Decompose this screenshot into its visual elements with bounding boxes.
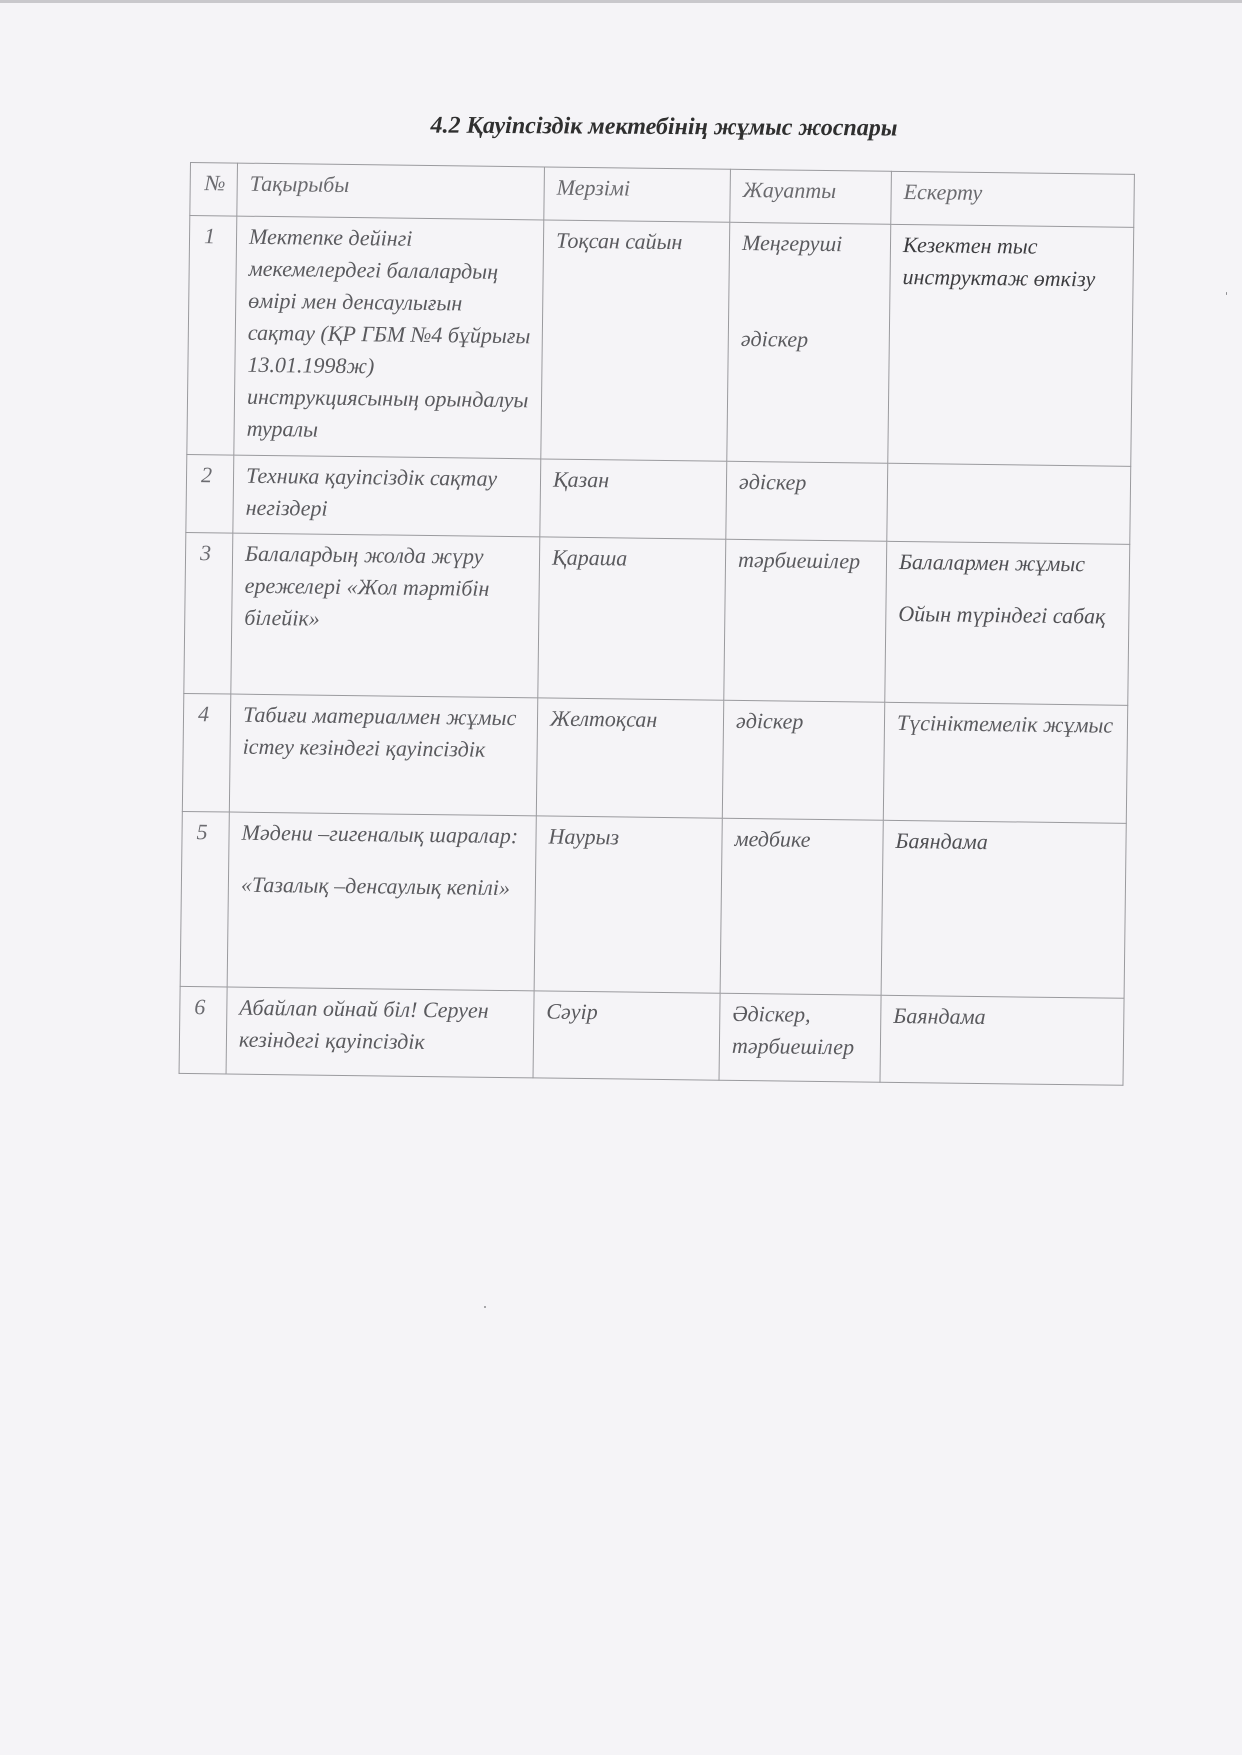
row-responsible: медбике [720,818,883,995]
note-line: Ойын түріндегі сабақ [898,600,1106,629]
row-responsible: әдіскер [726,461,888,541]
row-note: Кезектен тыс инструктаж өткізу [888,224,1134,466]
row-responsible: әдіскер [722,700,884,820]
table-row [180,811,1126,998]
document-title: 4.2 Қауіпсіздік мектебінің жұмыс жоспары [430,112,898,142]
table-row [186,454,1131,544]
row-number: 4 [182,693,230,812]
row-note: Түсініктемелік жұмыс [883,702,1127,823]
header-note: Ескерту [891,171,1135,227]
row-term: Қазан [540,459,727,539]
note-line: Балалармен жұмыс [898,548,1086,577]
row-term: Сәуір [533,991,720,1080]
table-row [184,532,1130,705]
topic-line: «Тазалық –денсаулық кепілі» [240,871,511,901]
plan-table-wrapper [179,162,1134,1086]
responsible-line: Меңгеруші [741,229,843,257]
work-plan-table [179,162,1135,1086]
row-number: 1 [187,216,237,456]
header-number: № [190,163,238,217]
row-topic [227,812,536,991]
row-number: 3 [184,532,233,694]
row-topic: Табиғи материалмен жұмыс істеу кезіндегі қауіпсіздік [229,694,537,816]
header-responsible: Жауапты [730,169,892,224]
row-note [885,541,1130,705]
responsible-line: әдіскер [740,325,809,352]
row-note: Баяндама [881,820,1126,998]
row-number: 2 [186,454,234,533]
row-topic: Абайлап ойнай біл! Серуен кезіндегі қауіпсіздік [226,987,534,1078]
row-term: Желтоқсан [536,698,723,818]
row-note [887,463,1131,544]
header-term: Мерзімі [544,167,731,222]
row-term: Наурыз [534,816,722,993]
table-row [179,986,1124,1085]
row-topic: Балалардың жолда жүру ережелері «Жол тәртібін білейік» [231,533,540,698]
topic-line: Мәдени –гигеналық шаралар: [241,819,519,849]
scan-speck [484,1306,486,1308]
scan-speck [1226,292,1227,295]
row-topic: Мектепке дейінгі мекемелердегі балалардың өмірі мен денсаулығын сақтау (ҚР ГБМ №4 бұйрығы 13.01.1998ж) инструкциясының орындалуы туралы [234,216,544,459]
table-row [182,693,1127,823]
row-responsible [727,222,891,463]
table-row [187,216,1134,467]
row-number: 6 [179,986,227,1074]
row-responsible: тәрбиешілер [724,539,887,702]
row-note: Баяндама [880,995,1124,1085]
header-topic: Тақырыбы [237,163,545,220]
row-responsible: Әдіскер, тәрбиешілер [719,993,881,1082]
row-number: 5 [180,811,229,987]
scan-edge [0,0,1242,3]
row-topic: Техника қауіпсіздік сақтау негіздері [233,455,541,537]
row-term: Қараша [538,537,726,700]
row-term: Тоқсан сайын [541,220,730,461]
